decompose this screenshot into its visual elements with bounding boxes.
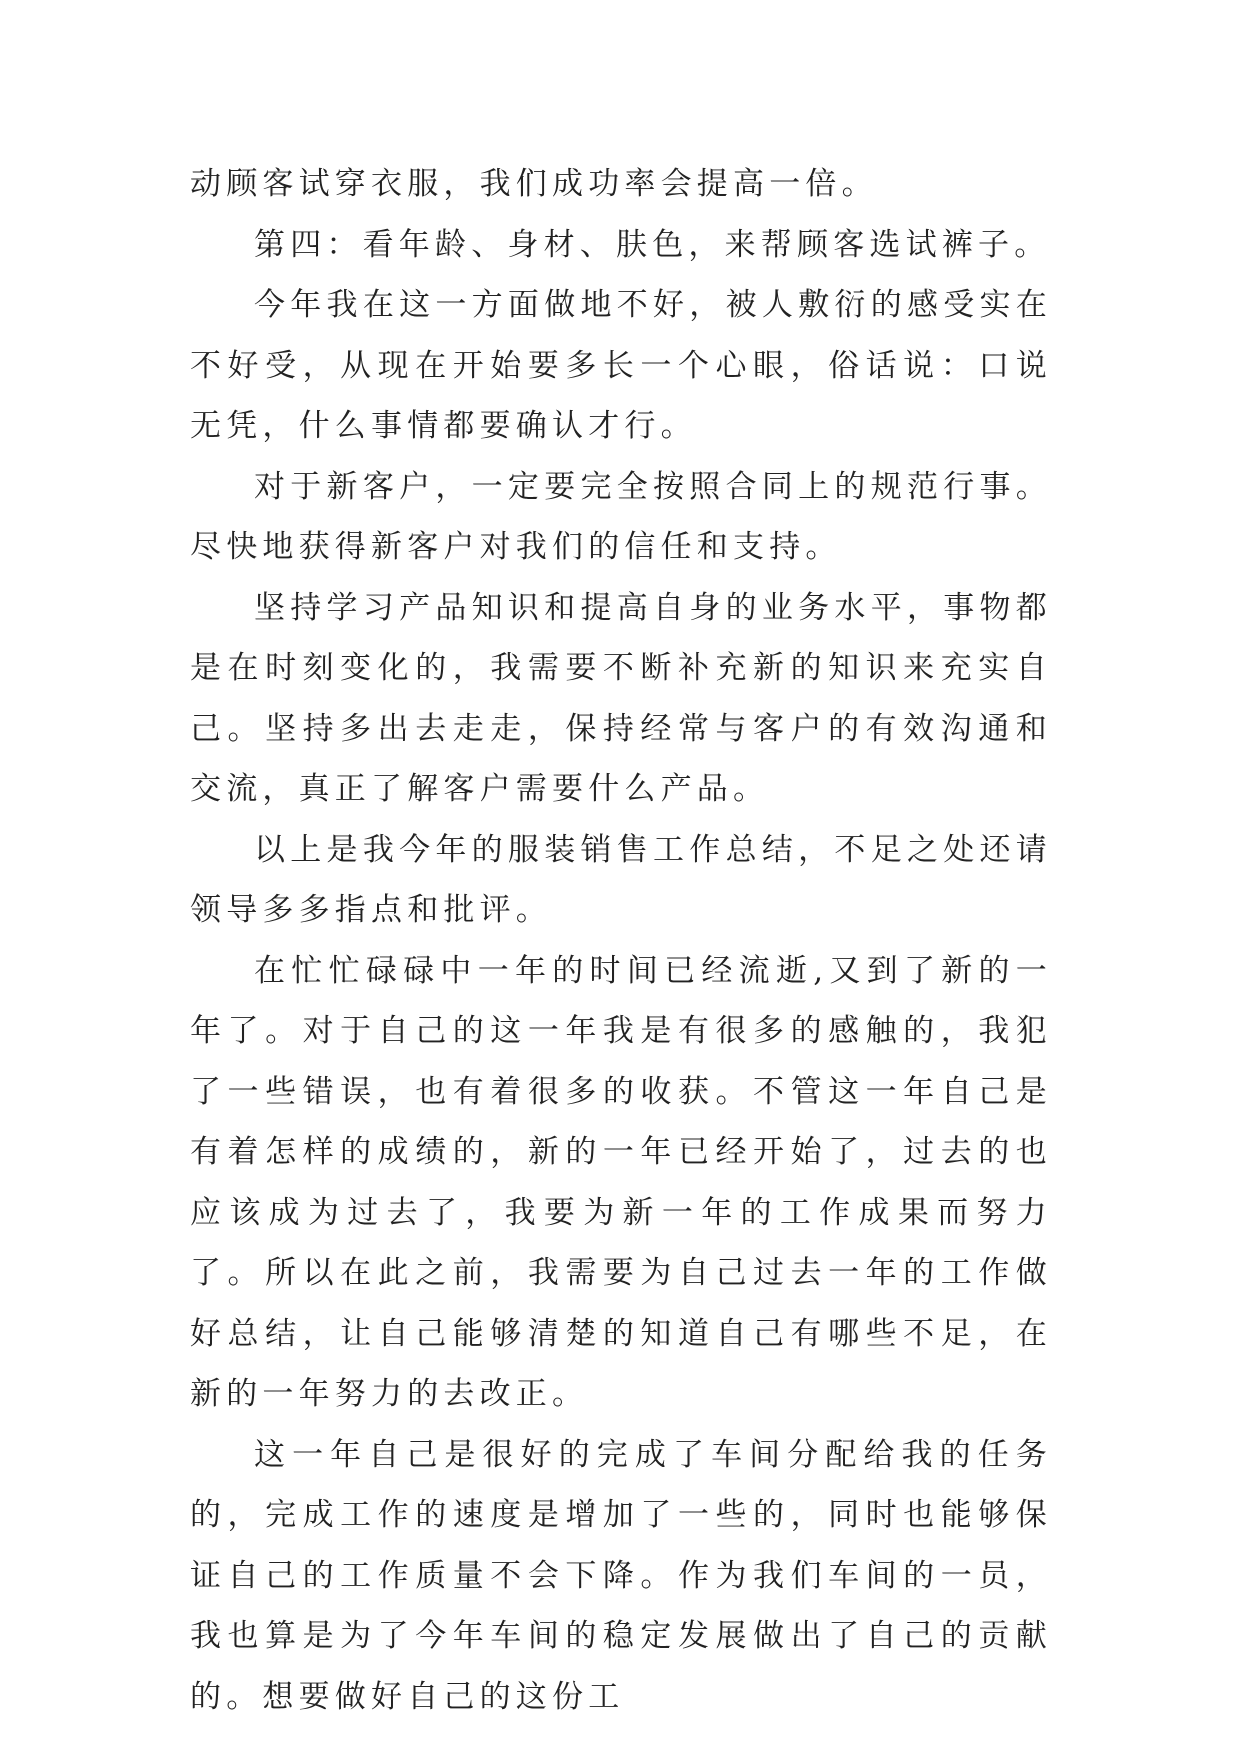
paragraph-learning: 坚持学习产品知识和提高自身的业务水平，事物都是在时刻变化的，我需要不断补充新的知识来充实自己。坚持多出去走走，保持经常与客户的有效沟通和交流，真正了解客户需要什么产品。 xyxy=(190,589,1052,807)
document-page xyxy=(190,154,1052,1727)
paragraph-fourth-point: 第四：看年龄、身材、肤色，来帮顾客选试裤子。 xyxy=(254,226,1051,263)
paragraph-new-year: 在忙忙碌碌中一年的时间已经流逝,又到了新的一年了。对于自己的这一年我是有很多的感触的，我犯了一些错误，也有着很多的收获。不管这一年自己是有着怎样的成绩的，新的一年已经开始了，过去的也应该成为过去了，我要为新一年的工作成果而努力了。所以在此之前，我需要为自己过去一年的工作做好总结，让自己能够清楚的知道自己有哪些不足，在新的一年努力的去改正。 xyxy=(190,952,1052,1412)
paragraph-workshop: 这一年自己是很好的完成了车间分配给我的任务的，完成工作的速度是增加了一些的，同时也能够保证自己的工作质量不会下降。作为我们车间的一员，我也算是为了今年车间的稳定发展做出了自己的贡献的。想要做好自己的这份工 xyxy=(190,1436,1052,1715)
paragraph-reflection: 今年我在这一方面做地不好，被人敷衍的感受实在不好受，从现在开始要多长一个心眼，俗话说：口说无凭，什么事情都要确认才行。 xyxy=(190,287,1052,444)
paragraph-conclusion: 以上是我今年的服装销售工作总结，不足之处还请领导多多指点和批评。 xyxy=(190,831,1052,928)
paragraph-new-customers: 对于新客户，一定要完全按照合同上的规范行事。尽快地获得新客户对我们的信任和支持。 xyxy=(190,468,1052,565)
paragraph-continued: 动顾客试穿衣服，我们成功率会提高一倍。 xyxy=(190,166,878,202)
